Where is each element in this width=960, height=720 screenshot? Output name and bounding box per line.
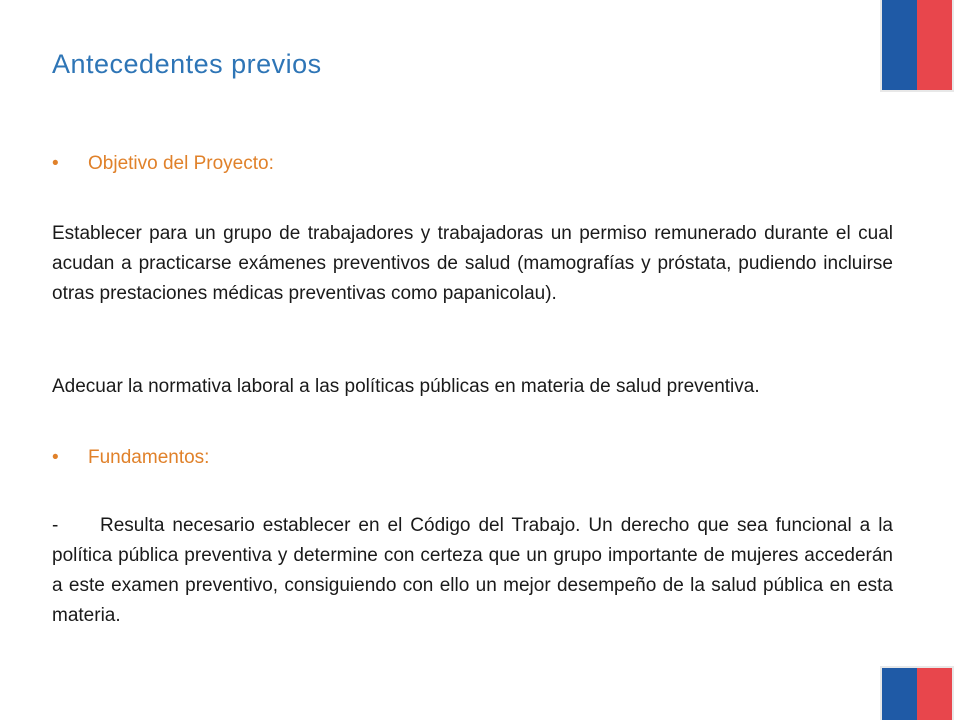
paragraph-dash: - [52,515,59,536]
bullet-heading-objetivo: Objetivo del Proyecto: [88,153,274,174]
flag-blue-stripe [882,0,917,90]
bullet-objetivo [52,153,274,175]
paragraph-normativa: Adecuar la normativa laboral a las políticas públicas en materia de salud preventiva. [52,376,760,397]
slide-title: Antecedentes previos [52,49,322,79]
paragraph-objetivo: Establecer para un grupo de trabajadores y trabajadoras un permiso remunerado durante el cual acudan a practicarse exámenes preventivos de salud (mamografías y próstata, pudiendo incluirse otras prestaciones médicas preventivas como papanicolau). [52,223,893,304]
chile-flag-stripe-top [882,0,952,90]
bullet-fundamentos [52,447,209,469]
paragraph-fundamentos [52,511,893,631]
bullet-dot-icon: • [52,447,59,468]
flag-red-stripe [917,668,952,720]
chile-flag-stripe-bottom [882,668,952,720]
bullet-heading-fundamentos: Fundamentos: [88,447,210,468]
flag-blue-stripe [882,668,917,720]
flag-red-stripe [917,0,952,90]
bullet-dot-icon: • [52,153,59,174]
paragraph-fundamentos-text: Resulta necesario establecer en el Código del Trabajo. Un derecho que sea funcional a la política pública preventiva y determine con certeza que un grupo importante de mujeres accederán a este examen preventivo, consiguiendo con ello un mejor desempeño de la salud pública en esta materia. [52,515,893,626]
